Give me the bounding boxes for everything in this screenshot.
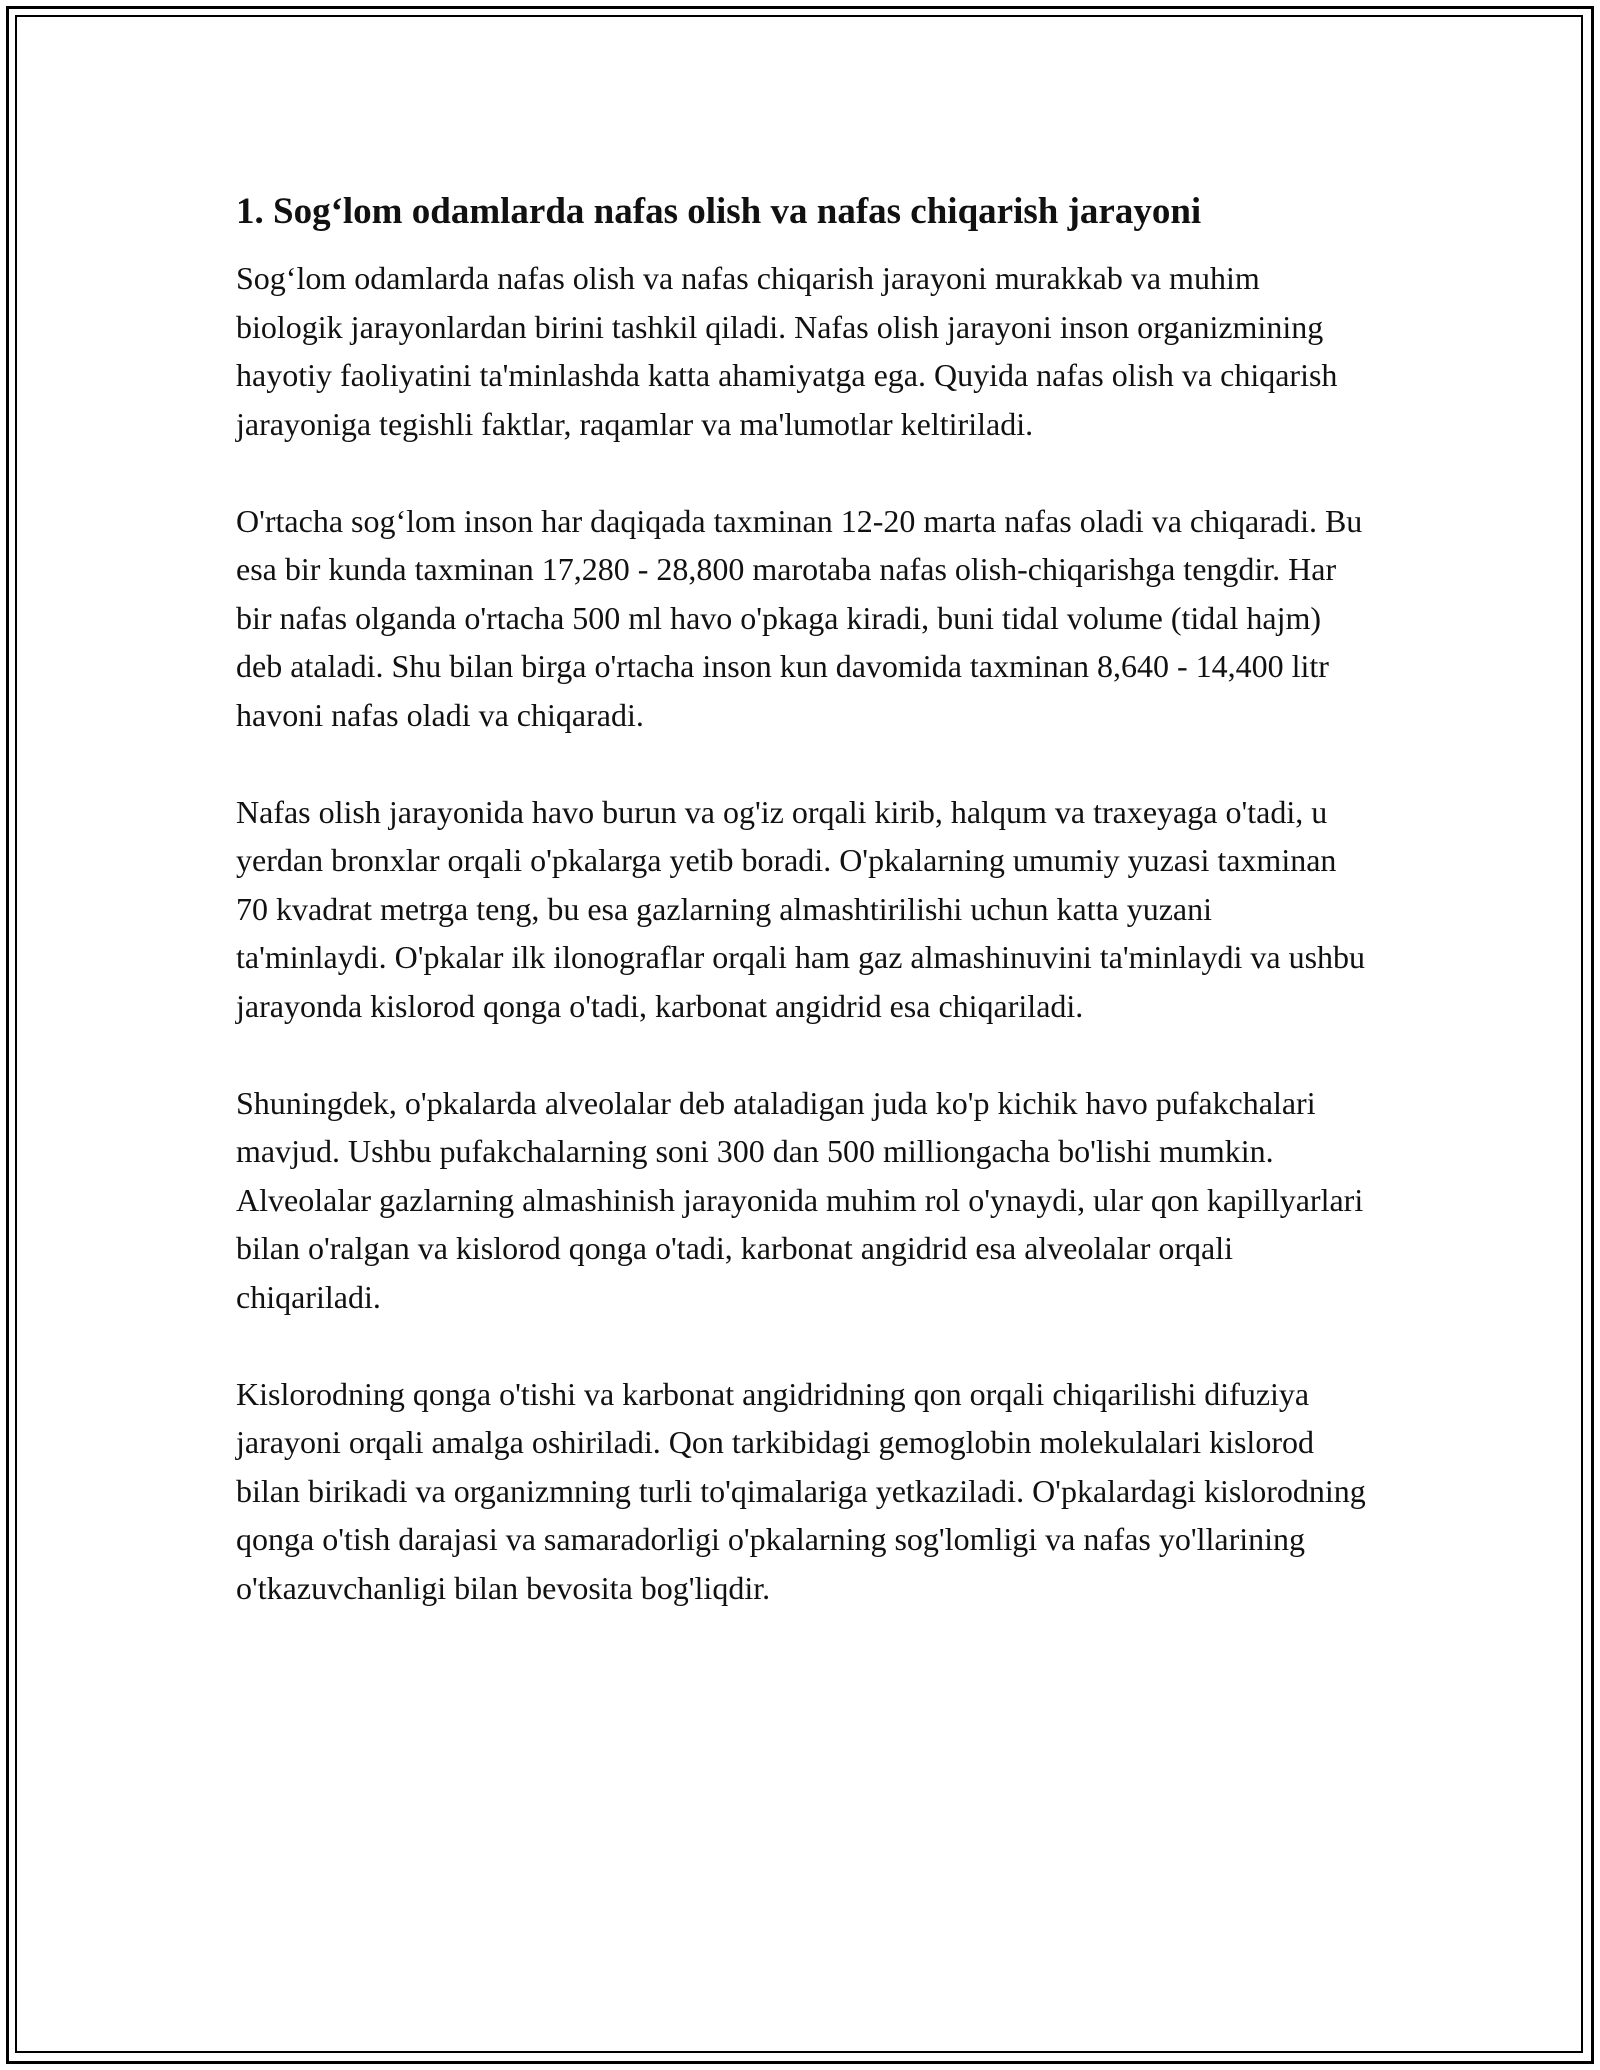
paragraph-breathing-rate: O'rtacha sog‘lom inson har daqiqada taxminan 12-20 marta nafas oladi va chiqaradi. Bu esa bir kunda taxminan 17,280 - 28,800 marotaba nafas olish-chiqarishga tengdir. Har bir nafas olganda o'rtacha 500 ml havo o'pkaga kiradi, buni tidal volume (tidal hajm) deb ataladi. Shu bilan birga o'rtacha inson kun davomida taxminan 8,640 - 14,400 litr havoni nafas oladi va chiqaradi. bbox=[236, 502, 1363, 733]
document-body bbox=[236, 186, 1366, 1612]
paragraph-alveoli: Shuningdek, o'pkalarda alveolalar deb ataladigan juda ko'p kichik havo pufakchalari mavjud. Ushbu pufakchalarning soni 300 dan 500 milliongacha bo'lishi mumkin. Alveolalar gazlarning almashinish jarayonida muhim rol o'ynaydi, ular qon kapillyarlari bilan o'ralgan va kislorod qonga o'tadi, karbonat angidrid esa alveolalar orqali chiqariladi. bbox=[236, 1084, 1364, 1315]
paragraph-intro: Sog‘lom odamlarda nafas olish va nafas chiqarish jarayoni murakkab va muhim biologik jarayonlardan birini tashkil qiladi. Nafas olish jarayoni inson organizmining hayotiy faoliyatini ta'minlashda katta ahamiyatga ega. Quyida nafas olish va chiqarish jarayoniga tegishli faktlar, raqamlar va ma'lumotlar keltiriladi. bbox=[236, 260, 1338, 442]
document-title: 1. Sog‘lom odamlarda nafas olish va nafas chiqarish jarayoni bbox=[236, 191, 1202, 232]
paragraph-airway-path: Nafas olish jarayonida havo burun va og'iz orqali kirib, halqum va traxeyaga o'tadi, u yerdan bronxlar orqali o'pkalarga yetib boradi. O'pkalarning umumiy yuzasi taxminan 70 kvadrat metrga teng, bu esa gazlarning almashtirilishi uchun katta yuzani ta'minlaydi. O'pkalar ilk ilonograflar orqali ham gaz almashinuvini ta'minlaydi va ushbu jarayonda kislorod qonga o'tadi, karbonat angidrid esa chiqariladi. bbox=[236, 793, 1366, 1024]
paragraph-diffusion: Kislorodning qonga o'tishi va karbonat angidridning qon orqali chiqarilishi difuziya jarayoni orqali amalga oshiriladi. Qon tarkibidagi gemoglobin molekulalari kislorod bilan birikadi va organizmning turli to'qimalariga yetkaziladi. O'pkalardagi kislorodning qonga o'tish darajasi va samaradorligi o'pkalarning sog'lomligi va nafas yo'llarining o'tkazuvchanligi bilan bevosita bog'liqdir. bbox=[236, 1375, 1366, 1606]
